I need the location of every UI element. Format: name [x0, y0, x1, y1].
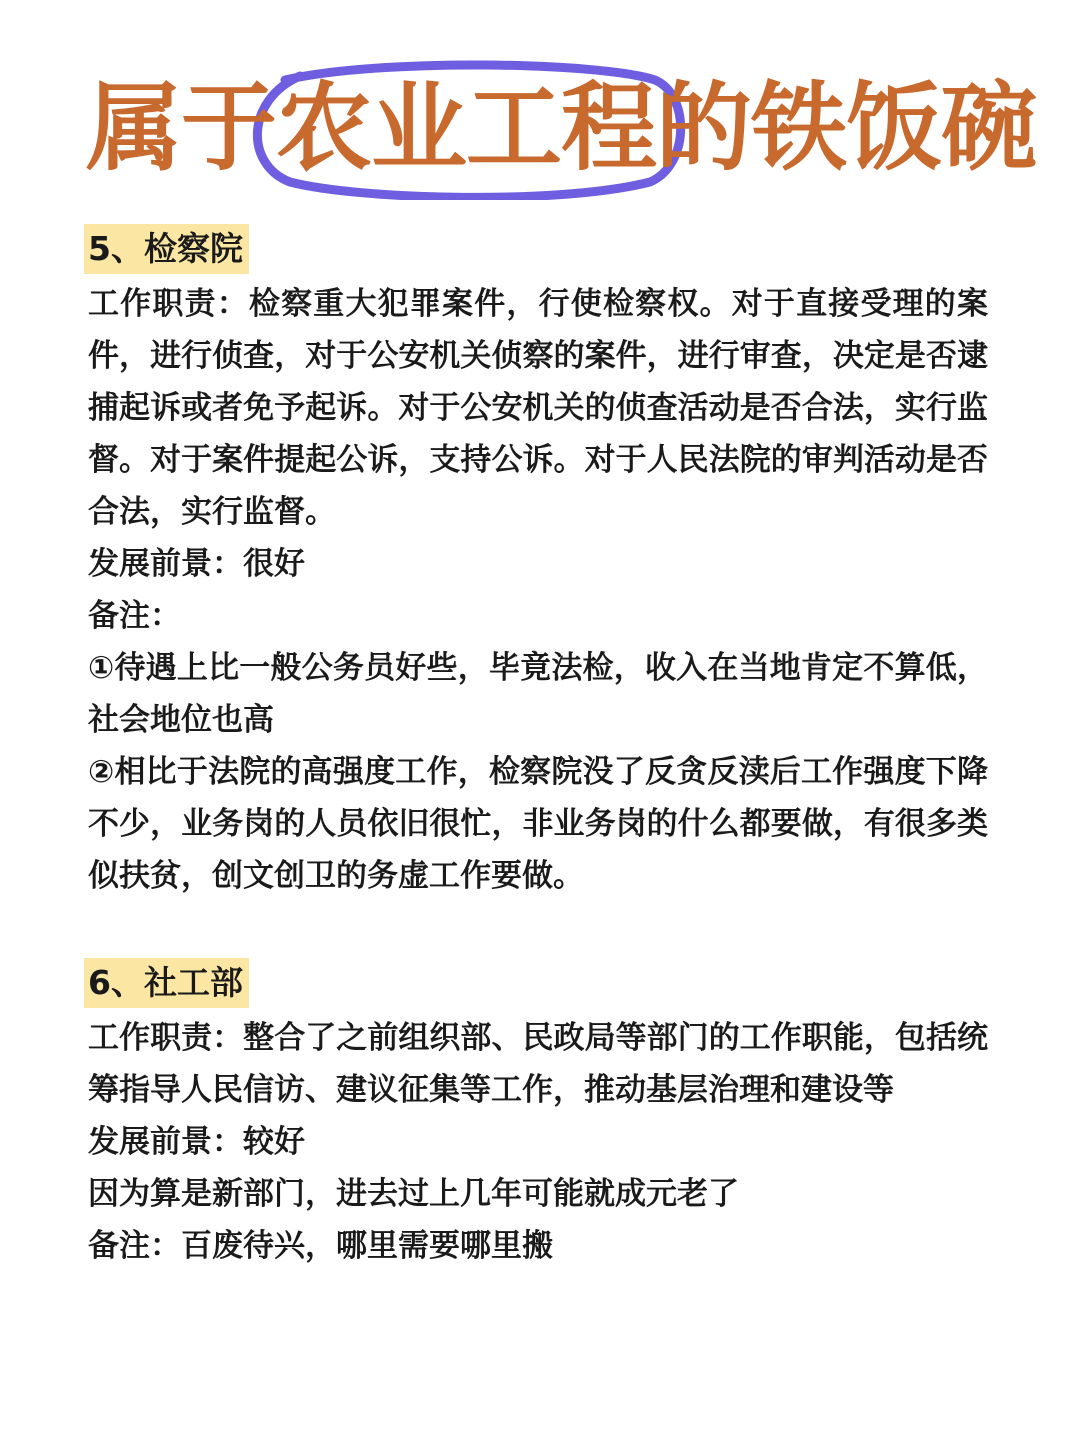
title-highlight: 农业工程: [276, 72, 656, 184]
duty-paragraph: 工作职责：检察重大犯罪案件，行使检察权。对于直接受理的案件，进行侦查，对于公安机关侦察的案件，进行审查，决定是否逮捕起诉或者免予起诉。对于公安机关的侦查活动是否合法，实行监督。对于案件提起公诉，支持公诉。对于人民法院的审判活动是否合法，实行监督。: [88, 286, 988, 530]
section-heading: 5、检察院: [84, 224, 249, 274]
note-item: ①待遇上比一般公务员好些，毕竟法检，收入在当地肯定不算低，社会地位也高: [88, 650, 988, 738]
section-heading: 6、社工部: [84, 958, 249, 1008]
section-social-work: [88, 958, 988, 1272]
section-procuratorate: [88, 224, 988, 902]
note-line: 备注：百废待兴，哪里需要哪里搬: [88, 1228, 553, 1264]
page-title: [86, 68, 1036, 188]
article-body: [88, 224, 988, 1272]
title-banner: [0, 60, 1080, 200]
title-prefix: 属于: [86, 72, 276, 184]
prospect-line: 发展前景：很好: [88, 546, 305, 582]
prospect-line: 发展前景：较好: [88, 1124, 305, 1160]
duty-paragraph: 工作职责：整合了之前组织部、民政局等部门的工作职能，包括统筹指导人民信访、建议征集等工作，推动基层治理和建设等: [88, 1020, 988, 1108]
reason-line: 因为算是新部门，进去过上几年可能就成元老了: [88, 1176, 739, 1212]
note-label: 备注：: [88, 598, 181, 634]
title-suffix: 的铁饭碗: [656, 72, 1036, 184]
note-item: ②相比于法院的高强度工作，检察院没了反贪反渎后工作强度下降不少，业务岗的人员依旧很忙，非业务岗的什么都要做，有很多类似扶贫，创文创卫的务虚工作要做。: [88, 754, 988, 894]
